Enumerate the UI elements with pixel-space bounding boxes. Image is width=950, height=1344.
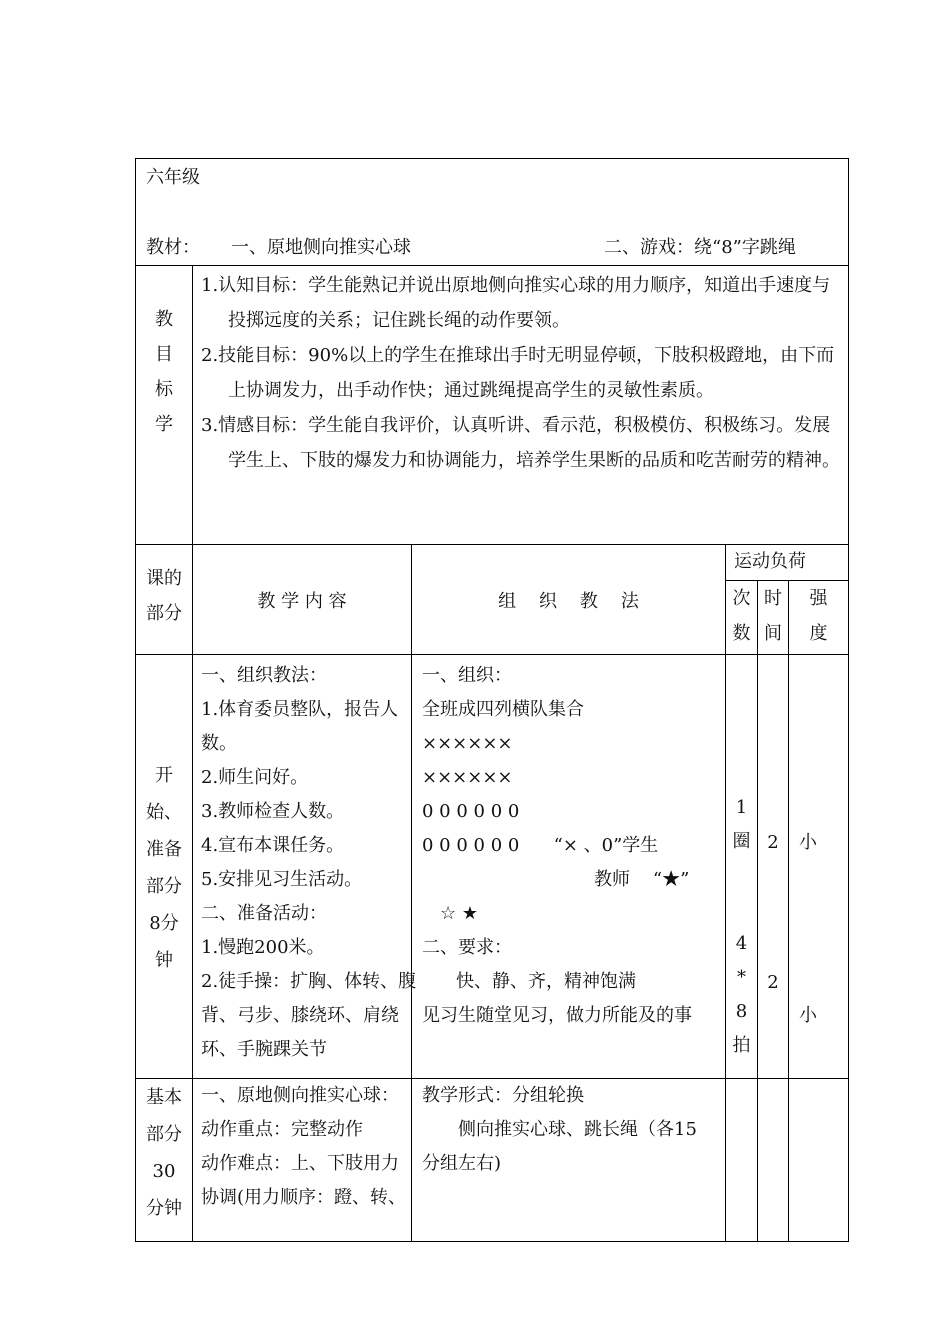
part-line: 始、 — [146, 802, 182, 823]
count-value: 4 — [735, 933, 748, 954]
part-line: 部分 — [146, 876, 182, 897]
section-warmup-time — [758, 655, 789, 1079]
formation-row: ×××××× — [422, 733, 513, 754]
count-header-line: 数 — [732, 623, 751, 644]
goal-side-char: 标 — [155, 379, 173, 400]
count-header-line: 次 — [732, 588, 751, 609]
formation-row-legend: 0 0 0 0 0 0 “× 、0”学生 — [422, 835, 659, 856]
section-warmup-content — [193, 655, 417, 1079]
count-value: 拍 — [732, 1035, 751, 1056]
section-main-intensity — [789, 1079, 849, 1242]
section-main-row — [136, 1079, 849, 1242]
goals-row — [136, 266, 849, 545]
teacher-position: ☆ ★ — [440, 903, 478, 924]
count-value: 1 — [735, 797, 748, 818]
intensity-value: 小 — [799, 1005, 817, 1026]
material-item-1: 一、原地侧向推实心球 — [231, 237, 411, 258]
part-line: 基本 — [146, 1087, 182, 1108]
content-line: 背、弓步、膝绕环、肩绕 — [201, 1005, 399, 1026]
section-warmup-part — [136, 655, 193, 1079]
section-main-time — [758, 1079, 789, 1242]
part-header-line: 课的 — [146, 568, 182, 589]
content-line: 协调(用力顺序：蹬、转、 — [201, 1187, 407, 1208]
part-line: 分钟 — [146, 1198, 182, 1219]
section-main-method — [412, 1079, 726, 1242]
section-main-content — [193, 1079, 412, 1242]
part-line: 部分 — [146, 1124, 182, 1145]
count-value: 8 — [735, 1001, 748, 1022]
column-header-row — [136, 545, 849, 581]
time-header-line: 时 — [764, 588, 782, 609]
content-line: 一、组织教法： — [201, 665, 327, 686]
content-line: 环、手腕踝关节 — [201, 1039, 327, 1060]
section-main-part — [136, 1079, 193, 1242]
content-line: 4.宣布本课任务。 — [201, 835, 345, 856]
content-line: 一、原地侧向推实心球： — [201, 1085, 399, 1106]
header-row — [136, 159, 849, 266]
goal-affective: 3.情感目标：学生能自我评价，认真听讲、看示范，积极模仿、积极练习。发展学生上、下肢的爆发力和协调能力，培养学生果断的品质和吃苦耐劳的精神。 — [201, 415, 840, 471]
method-header-label: 组 织 教 法 — [498, 590, 639, 612]
count-value: 圈 — [732, 831, 751, 852]
intensity-value: 小 — [799, 832, 817, 853]
content-line: 动作重点：完整动作 — [201, 1119, 363, 1140]
material-label: 教材： — [146, 237, 200, 258]
section-warmup-method — [412, 655, 726, 1079]
goal-skill: 2.技能目标：90%以上的学生在推球出手时无明显停顿，下肢积极蹬地，由下而上协调发力，出手动作快；通过跳绳提高学生的灵敏性素质。 — [201, 345, 835, 401]
header-cell — [136, 159, 849, 266]
content-line: 动作难点：上、下肢用力 — [201, 1153, 399, 1174]
part-line: 30 — [152, 1161, 176, 1182]
load-header — [726, 545, 849, 581]
goal-side-char: 目 — [155, 344, 173, 365]
content-line: 二、准备活动： — [201, 903, 327, 924]
content-line: 5.安排见习生活动。 — [201, 869, 363, 890]
formation-row: ×××××× — [422, 767, 513, 788]
method-line: 侧向推实心球、跳长绳（各15 — [458, 1119, 697, 1140]
content-line: 1.体育委员整队，报告人 — [201, 699, 399, 720]
teacher-legend: 教师 “★” — [594, 869, 690, 890]
content-line: 1.慢跑200米。 — [201, 937, 325, 958]
goals-content — [193, 266, 849, 545]
method-line: 分组左右) — [422, 1153, 502, 1174]
count-header — [726, 581, 758, 655]
section-main-count — [726, 1079, 758, 1242]
method-line: 快、静、齐，精神饱满 — [456, 971, 636, 992]
content-line: 2.师生问好。 — [201, 767, 309, 788]
method-line: 教学形式：分组轮换 — [422, 1085, 584, 1106]
time-value: 2 — [767, 972, 779, 993]
goal-side-char: 学 — [155, 414, 173, 435]
load-header-label: 运动负荷 — [734, 551, 806, 572]
lesson-plan-table — [135, 158, 849, 1242]
method-line: 全班成四列横队集合 — [422, 699, 584, 720]
method-line: 一、组织： — [422, 665, 512, 686]
method-line: 二、要求： — [422, 937, 512, 958]
content-line: 3.教师检查人数。 — [201, 801, 345, 822]
goal-cognitive: 1.认知目标：学生能熟记并说出原地侧向推实心球的用力顺序，知道出手速度与投掷远度的关系；记住跳长绳的动作要领。 — [201, 275, 831, 331]
part-header-line: 部分 — [146, 603, 182, 624]
section-warmup-intensity — [789, 655, 849, 1079]
count-value: * — [737, 967, 746, 988]
content-line: 2.徒手操：扩胸、体转、腹 — [201, 971, 417, 992]
part-header — [136, 545, 193, 655]
part-line: 8分 — [149, 913, 179, 934]
goals-side-label — [136, 266, 193, 545]
method-header — [412, 545, 726, 655]
content-header-label: 教 学 内 容 — [257, 590, 347, 612]
section-warmup-count — [726, 655, 758, 1079]
intensity-header-line: 强 — [809, 588, 828, 609]
material-item-2: 二、游戏：绕“8”字跳绳 — [604, 237, 796, 258]
grade-label: 六年级 — [146, 167, 200, 188]
content-header — [193, 545, 412, 655]
method-line: 见习生随堂见习，做力所能及的事 — [422, 1005, 692, 1026]
part-line: 开 — [155, 765, 173, 786]
part-line: 钟 — [155, 950, 173, 971]
formation-row: 0 0 0 0 0 0 — [422, 801, 520, 822]
intensity-header — [789, 581, 849, 655]
time-header — [758, 581, 789, 655]
section-warmup-row — [136, 655, 849, 1079]
intensity-header-line: 度 — [809, 623, 828, 644]
goal-side-char: 教 — [155, 309, 173, 330]
time-header-line: 间 — [764, 623, 782, 644]
time-value: 2 — [767, 832, 779, 853]
part-line: 准备 — [146, 839, 182, 860]
content-line: 数。 — [201, 733, 237, 754]
